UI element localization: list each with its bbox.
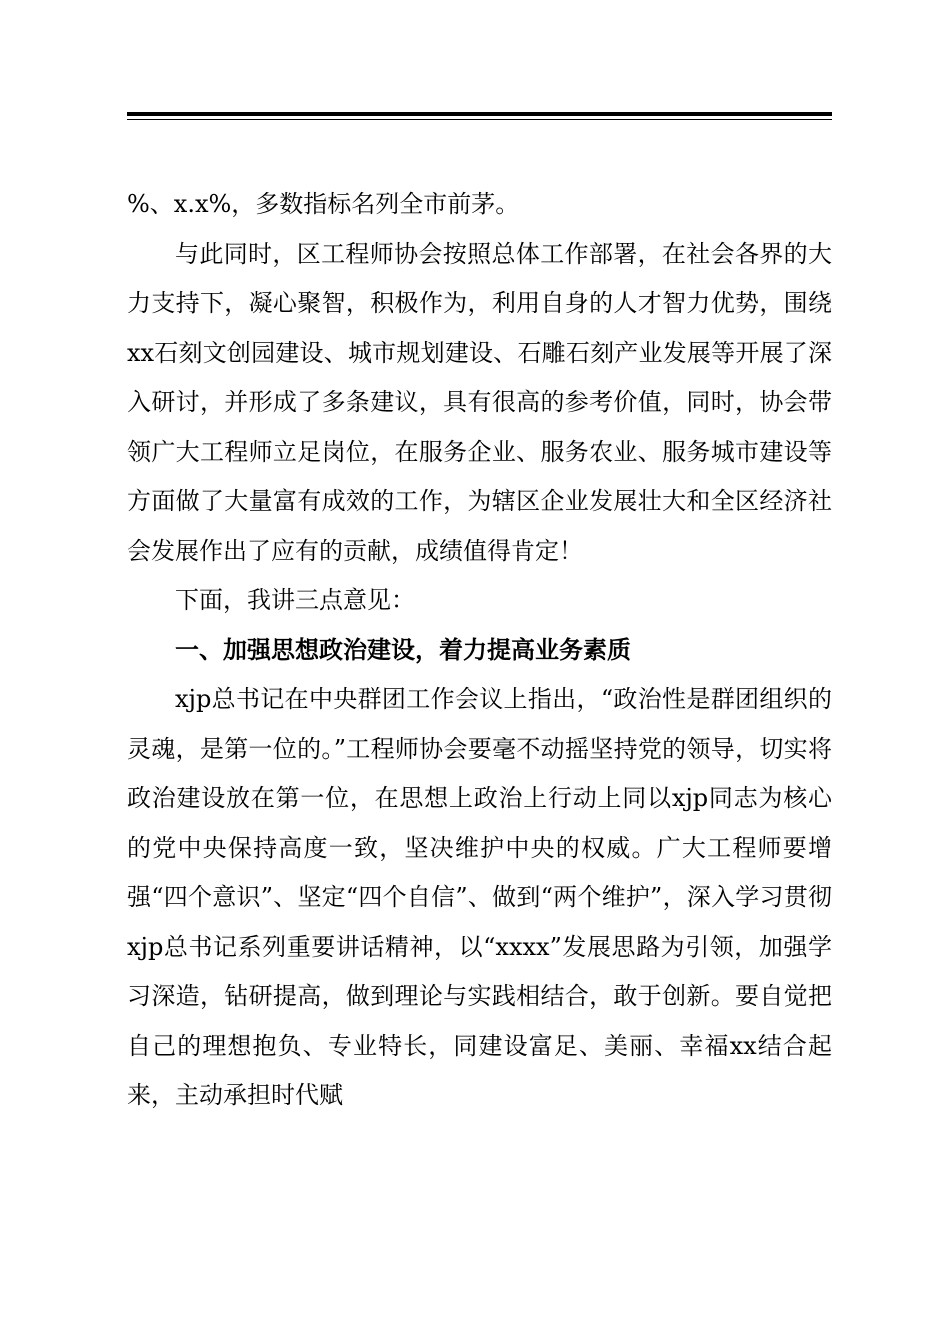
paragraph-three-points-intro: 下面，我讲三点意见： [175, 586, 415, 614]
paragraph-political-building: xjp总书记在中央群团工作会议上指出，“政治性是群团组织的灵魂，是第一位的。”工程师协会要毫不动摇坚持党的领导，切实将政治建设放在第一位，在思想上政治上行动上同以xjp同志为核心的党中央保持高度一致，坚决维护中央的权威。广大工程师要增强“四个意识”、坚定“四个自信”、做到“两个维护”，深入学习贯彻xjp总书记系列重要讲话精神，以“xxxx”发展思路为引领，加强学习深造，钻研提高，做到理论与实践相结合，敢于创新。要自觉把自己的理想抱负、专业特长，同建设富足、美丽、幸福xx结合起来，主动承担时代赋 [127, 685, 832, 1109]
header-rule-thin [127, 119, 832, 120]
header-rule-thick [127, 112, 832, 116]
paragraph-continuation: %、x.x%，多数指标名列全市前茅。 [127, 190, 520, 218]
document-body [127, 180, 832, 1121]
section-heading-1: 一、加强思想政治建设，着力提高业务素质 [175, 635, 631, 664]
paragraph-association-work: 与此同时，区工程师协会按照总体工作部署，在社会各界的大力支持下，凝心聚智，积极作为，利用自身的人才智力优势，围绕xx石刻文创园建设、城市规划建设、石雕石刻产业发展等开展了深入研讨，并形成了多条建议，具有很高的参考价值，同时，协会带领广大工程师立足岗位，在服务企业、服务农业、服务城市建设等方面做了大量富有成效的工作，为辖区企业发展壮大和全区经济社会发展作出了应有的贡献，成绩值得肯定！ [127, 239, 832, 565]
